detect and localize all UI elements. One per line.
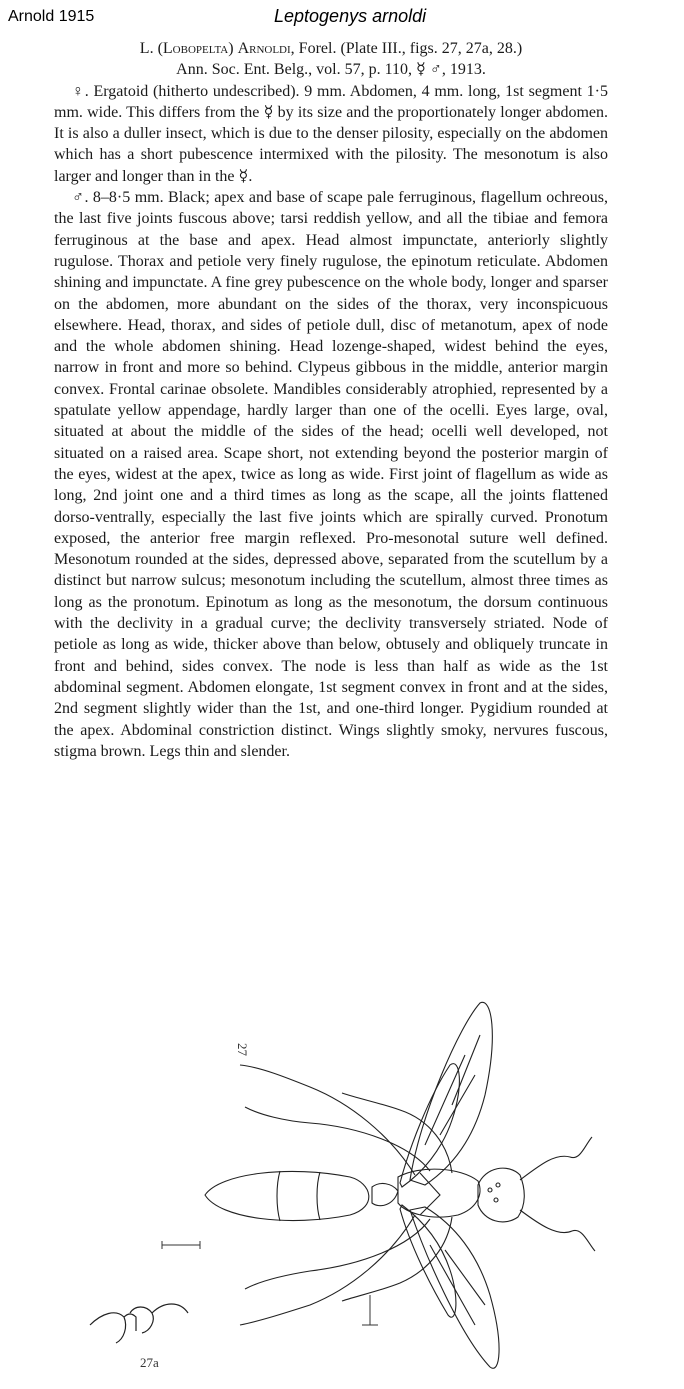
leg-2 — [245, 1107, 430, 1171]
female-description: ♀. Ergatoid (hitherto undescribed). 9 mm. Abdomen, 4 mm. long, 1st segment 1·5 mm. wide. This differs from the ☿ by its size and the proportionately longer abdomen. It is also a duller insect, which is due to the denser pilosity, especially on the abdomen which has a short pubescence intermixed with the pilosity. The mesonotum is also larger and longer than in the ☿. — [54, 82, 608, 185]
leg-3 — [240, 1065, 415, 1175]
scale-bar-vertical — [362, 1295, 378, 1325]
petiole — [372, 1184, 398, 1206]
scale-bar-horizontal — [162, 1241, 200, 1249]
figure-number-27a: 27a — [140, 1355, 159, 1370]
detail-mandible-drawing — [90, 1304, 188, 1343]
upper-forewing — [410, 1002, 492, 1185]
upper-hindwing — [400, 1064, 459, 1187]
leg-5 — [245, 1219, 430, 1289]
species-title: Leptogenys arnoldi — [274, 6, 427, 26]
plate-figure — [80, 995, 640, 1380]
leg-6 — [240, 1215, 415, 1325]
citation-line-1: L. (Lobopelta) Arnoldi, Forel. (Plate III., figs. 27, 27a, 28.) — [139, 40, 523, 57]
citation-line-2: Ann. Soc. Ent. Belg., vol. 57, p. 110, ☿ ♂, 1913. — [176, 61, 486, 79]
ant-illustration — [80, 995, 640, 1380]
subgenus-name: Lobopelta — [162, 40, 229, 57]
species-name: Arnoldi — [237, 40, 291, 57]
antenna-lower — [520, 1210, 595, 1251]
head — [478, 1168, 524, 1222]
leg-4 — [342, 1217, 452, 1301]
male-description: ♂. 8–8·5 mm. Black; apex and base of scape pale ferruginous, flagellum ochreous, the last five joints fuscous above; tarsi reddish yellow, and all the tibiae and femora ferruginous at the base and apex. Head almost impunctate, anteriorly slightly rugulose. Thorax and petiole very finely rugulose, the epinotum reticulate. Abdomen shining and impunctate. A fine grey pubescence on the whole body, longer and sparser on the abdomen, more abundant on the sides of the thorax, very inconspicuous elsewhere. Head, thorax, and sides of petiole dull, disc of metanotum, apex of node and the whole abdomen shining. Head lozenge-shaped, widest behind the eyes, narrow in front and more so behind. Clypeus gibbous in the middle, anterior margin convex. Frontal carinae obsolete. Mandibles considerably atrophied, represented by a spatulate yellow appendage, hardly larger than one of the ocelli. Eyes large, oval, situated at about the middle of the sides of the head; ocelli well developed, not situated on a raised area. Scape short, not extending beyond the posterior margin of the eyes, widest at the apex, twice as long as wide. First joint of flagellum as wide as long, 2nd joint one and a third times as long as the scape, all the joints flattened dorso-ventrally, especially the last five joints which are spirally curved. Pronotum exposed, the anterior free margin reflexed. Pro-mesonotal suture well defined. Mesonotum rounded at the sides, depressed above, separated from the scutellum by a distinct but narrow sulcus; mesonotum including the scutellum, almost three times as long as the pronotum. Epinotum as long as the mesonotum, the dorsum continuous with the declivity in a gradual curve; the declivity transversely striated. Node of petiole as long as wide, thicker above than below, obtusely and obliquely truncate in front and behind, sides convex. The node is less than half as wide as the 1st abdominal segment. Abdomen elongate, 1st segment convex in front and at the sides, 2nd segment slightly wider than the 1st, and one-third longer. Pygidium rounded at the apex. Abdominal constriction distinct. Wings slightly smoky, nervures fuscous, stigma brown. Legs thin and slender. — [54, 189, 608, 760]
figure-number-27: 27 — [235, 1043, 250, 1056]
abdomen — [205, 1171, 369, 1220]
author-year: Arnold 1915 — [8, 8, 95, 25]
antenna-upper — [520, 1137, 592, 1180]
article-body — [54, 38, 608, 762]
leg-1 — [342, 1093, 452, 1173]
